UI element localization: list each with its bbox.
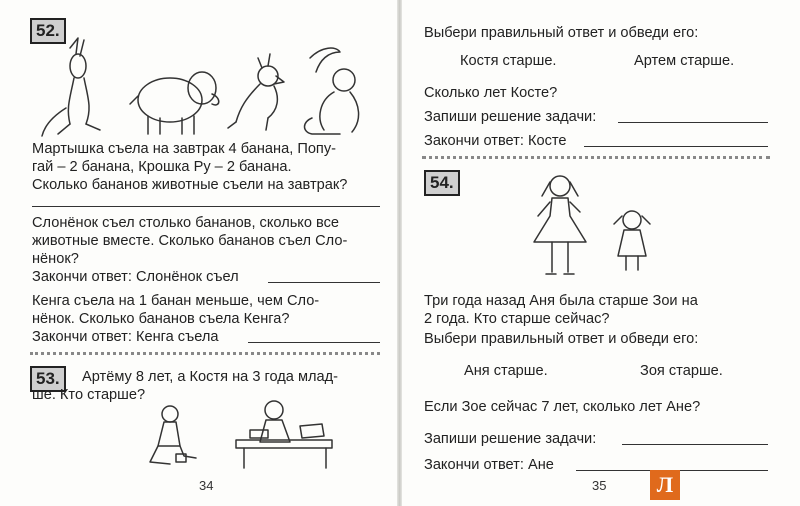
problem-line: Мартышка съела на завтрак 4 банана, Попу-: [32, 141, 336, 157]
answer-line[interactable]: [584, 146, 768, 147]
option-artem-older[interactable]: Артем старше.: [634, 53, 735, 69]
problem-line: гай – 2 банана, Крошка Ру – 2 банана.: [32, 159, 292, 175]
task-54-badge: 54.: [424, 170, 460, 196]
elephant-drawing: [130, 72, 219, 134]
choose-prompt: Выбери правильный ответ и обведи его:: [424, 25, 699, 41]
artem-drawing: [236, 401, 332, 468]
kangaroo-drawing: [42, 38, 100, 136]
answer-line[interactable]: [248, 342, 380, 343]
kostya-age-question: Сколько лет Косте?: [424, 85, 558, 101]
girls-illustration: [520, 172, 680, 284]
finish-answer-kanga: Закончи ответ: Кенга съела: [32, 329, 219, 345]
task-53-line: ше. Кто старше?: [32, 387, 146, 403]
page-number-left: 34: [199, 478, 214, 493]
task-53-line: Артёму 8 лет, а Костя на 3 года млад-: [82, 369, 339, 385]
anya-drawing: [534, 176, 586, 274]
question-line: нёнок?: [32, 251, 79, 267]
parrot-drawing: [228, 54, 284, 130]
option-zoya-older[interactable]: Зоя старше.: [640, 363, 723, 379]
question-line: Кенга съела на 1 банан меньше, чем Сло-: [32, 293, 320, 309]
option-anya-older[interactable]: Аня старше.: [464, 363, 548, 379]
task-52-badge: 52.: [30, 18, 66, 44]
question-line: нёнок. Сколько бананов съела Кенга?: [32, 311, 290, 327]
book-spine: [397, 0, 402, 506]
question-line: Слонёнок съел столько бананов, сколько все: [32, 215, 340, 231]
page-number-right: 35: [592, 478, 607, 493]
boys-illustration: [140, 396, 340, 472]
task-54-line: 2 года. Кто старше сейчас?: [424, 311, 610, 327]
anya-age-question: Если Зое сейчас 7 лет, сколько лет Ане?: [424, 399, 701, 415]
publisher-logo: Л: [650, 470, 680, 500]
task-53-badge: 53.: [30, 366, 66, 392]
animals-illustration: [40, 38, 370, 138]
solution-line[interactable]: [622, 444, 768, 445]
finish-answer-anya: Закончи ответ: Ане: [424, 457, 554, 473]
answer-line[interactable]: [268, 282, 380, 283]
kostya-drawing: [150, 406, 196, 464]
solution-line[interactable]: [618, 122, 768, 123]
finish-answer-elephant: Закончи ответ: Слонёнок съел: [32, 269, 239, 285]
question-line: животные вместе. Сколько бананов съел Сло-: [32, 233, 348, 249]
choose-prompt-54: Выбери правильный ответ и обведи его:: [424, 331, 699, 347]
section-divider: [422, 156, 770, 159]
option-kostya-older[interactable]: Костя старше.: [460, 53, 557, 69]
write-solution-label-54: Запиши решение задачи:: [424, 431, 597, 447]
monkey-drawing: [305, 48, 359, 134]
zoya-drawing: [614, 211, 650, 270]
task-54-line: Три года назад Аня была старше Зои на: [424, 293, 698, 309]
write-solution-label: Запиши решение задачи:: [424, 109, 597, 125]
problem-line: Сколько бананов животные съели на завтрак?: [32, 177, 348, 193]
finish-answer-kostya: Закончи ответ: Косте: [424, 133, 567, 149]
answer-line[interactable]: [32, 206, 380, 207]
section-divider: [30, 352, 380, 355]
